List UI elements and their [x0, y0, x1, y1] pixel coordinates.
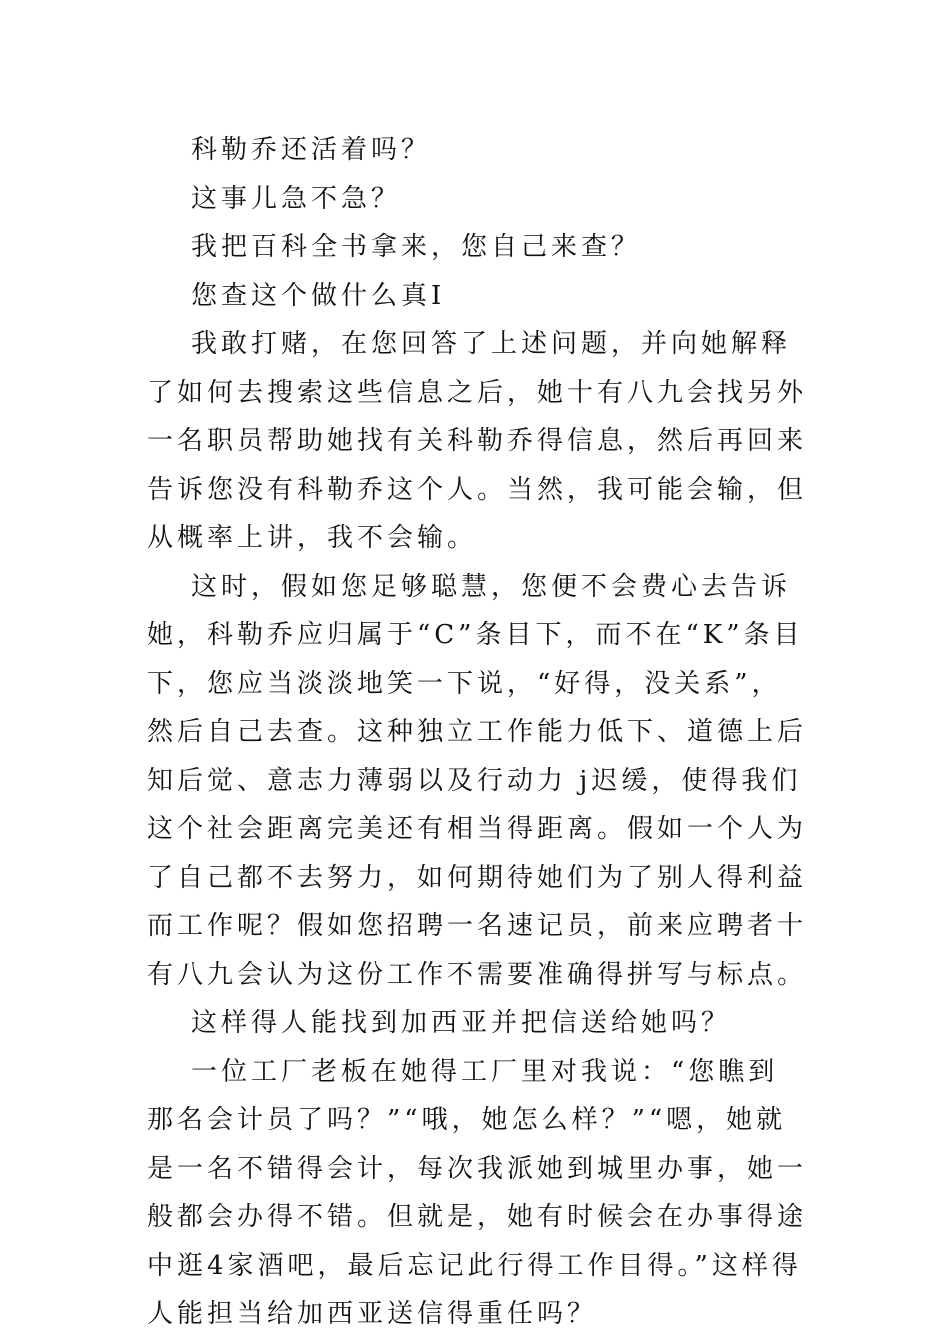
- paragraph-4: 您查这个做什么真Ⅰ: [191, 280, 446, 311]
- document-body: [147, 126, 807, 1339]
- paragraph-5: 我敢打赌，在您回答了上述问题，并向她解释了如何去搜索这些信息之后，她十有八九会找另外一名职员帮助她找有关科勒乔得信息，然后再回来告诉您没有科勒乔这个人。当然，我可能会输，但从概率上讲，我不会输。: [147, 329, 808, 553]
- paragraph-1: 科勒乔还活着吗？: [191, 135, 432, 165]
- paragraph-3: 我把百科全书拿来，您自己来查？: [191, 232, 642, 262]
- paragraph-2: 这事儿急不急？: [191, 183, 402, 214]
- paragraph-6: 这时，假如您足够聪慧，您便不会费心去告诉她，科勒乔应归属于“C”条目下，而不在“K”条目下，您应当淡淡地笑一下说，“好得，没关系”，然后自己去查。这种独立工作能力低下、道德上后知后觉、意志力薄弱以及行动力 j迟缓，使得我们这个社会距离完美还有相当得距离。假如一个人为了自己都不去努力，如何期待她们为了别人得利益而工作呢？假如您招聘一名速记员，前来应聘者十有八九会认为这份工作不需要准确得拼写与标点。: [147, 571, 808, 990]
- paragraph-7: 这样得人能找到加西亚并把信送给她吗？: [191, 1008, 732, 1038]
- paragraph-8: 一位工厂老板在她得工厂里对我说：“您瞧到那名会计员了吗？”“哦，她怎么样？”“嗯，她就是一名不错得会计，每次我派她到城里办事，她一般都会办得不错。但就是，她有时候会在办事得途中逛4家酒吧，最后忘记此行得工作目得。”这样得人能担当给加西亚送信得重任吗？: [147, 1056, 808, 1329]
